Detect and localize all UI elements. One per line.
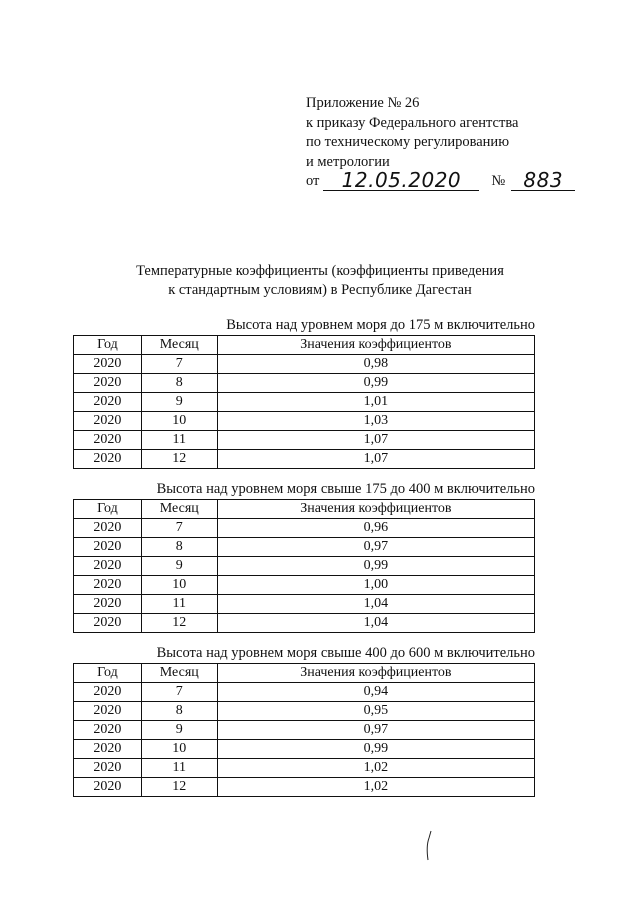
table-caption: Высота над уровнем моря до 175 м включительно	[226, 317, 535, 333]
coefficients-block-175-to-400m	[73, 481, 535, 633]
table-row	[74, 721, 535, 740]
document-title-line-1: Температурные коэффициенты (коэффициенты приведения	[136, 263, 504, 279]
cell-month: 9	[141, 393, 217, 412]
cell-year: 2020	[74, 538, 142, 557]
table-row	[74, 595, 535, 614]
cell-value: 1,07	[217, 450, 534, 469]
appendix-agency-line: по техническому регулированию	[306, 134, 510, 150]
cell-month: 8	[141, 538, 217, 557]
table-row	[74, 355, 535, 374]
cell-value: 0,97	[217, 538, 534, 557]
coefficients-table	[73, 499, 535, 633]
cell-year: 2020	[74, 393, 142, 412]
cell-year: 2020	[74, 778, 142, 797]
cell-month: 7	[141, 355, 217, 374]
cell-month: 11	[141, 595, 217, 614]
header-value: Значения коэффициентов	[217, 336, 534, 355]
coefficients-block-400-to-600m	[73, 645, 535, 797]
cell-month: 10	[141, 412, 217, 431]
table-row	[74, 538, 535, 557]
cell-value: 1,04	[217, 614, 534, 633]
cell-month: 10	[141, 576, 217, 595]
pen-mark-icon	[424, 830, 434, 862]
cell-year: 2020	[74, 355, 142, 374]
cell-value: 1,07	[217, 431, 534, 450]
cell-value: 1,03	[217, 412, 534, 431]
table-row	[74, 519, 535, 538]
appendix-order-line: к приказу Федерального агентства	[306, 114, 519, 131]
cell-value: 1,02	[217, 778, 534, 797]
cell-year: 2020	[74, 519, 142, 538]
table-caption: Высота над уровнем моря свыше 400 до 600 м включительно	[156, 645, 535, 661]
cell-value: 0,99	[217, 740, 534, 759]
table-header-row	[74, 336, 535, 355]
cell-month: 9	[141, 557, 217, 576]
cell-year: 2020	[74, 721, 142, 740]
handwritten-order-number: 883	[511, 170, 575, 191]
coefficients-table	[73, 335, 535, 469]
cell-year: 2020	[74, 412, 142, 431]
table-row	[74, 374, 535, 393]
header-value: Значения коэффициентов	[217, 500, 534, 519]
date-label: от	[306, 172, 320, 189]
cell-value: 0,94	[217, 683, 534, 702]
cell-month: 11	[141, 759, 217, 778]
table-row	[74, 740, 535, 759]
table-header-row	[74, 664, 535, 683]
header-year: Год	[74, 336, 142, 355]
appendix-header	[306, 94, 575, 191]
header-month: Месяц	[141, 336, 217, 355]
cell-year: 2020	[74, 759, 142, 778]
header-value: Значения коэффициентов	[217, 664, 534, 683]
cell-month: 7	[141, 519, 217, 538]
cell-year: 2020	[74, 557, 142, 576]
table-row	[74, 576, 535, 595]
header-year: Год	[74, 664, 142, 683]
cell-value: 0,99	[217, 557, 534, 576]
cell-year: 2020	[74, 450, 142, 469]
document-title-line-2: к стандартным условиям) в Республике Дагестан	[168, 282, 472, 298]
cell-year: 2020	[74, 683, 142, 702]
table-row	[74, 759, 535, 778]
header-year: Год	[74, 500, 142, 519]
header-month: Месяц	[141, 500, 217, 519]
table-row	[74, 683, 535, 702]
cell-value: 0,96	[217, 519, 534, 538]
table-row	[74, 450, 535, 469]
cell-value: 0,97	[217, 721, 534, 740]
cell-value: 1,02	[217, 759, 534, 778]
cell-month: 9	[141, 721, 217, 740]
table-caption: Высота над уровнем моря свыше 175 до 400 м включительно	[156, 481, 535, 497]
cell-year: 2020	[74, 740, 142, 759]
cell-value: 1,01	[217, 393, 534, 412]
cell-month: 12	[141, 778, 217, 797]
cell-year: 2020	[74, 576, 142, 595]
cell-year: 2020	[74, 595, 142, 614]
handwritten-date: 12.05.2020	[323, 170, 479, 191]
table-row	[74, 393, 535, 412]
coefficients-table	[73, 663, 535, 797]
appendix-title: Приложение № 26	[306, 95, 420, 111]
cell-value: 0,98	[217, 355, 534, 374]
table-row	[74, 431, 535, 450]
cell-year: 2020	[74, 614, 142, 633]
cell-month: 8	[141, 374, 217, 393]
cell-month: 7	[141, 683, 217, 702]
cell-value: 1,04	[217, 595, 534, 614]
cell-value: 0,99	[217, 374, 534, 393]
coefficients-block-up-to-175m	[73, 317, 535, 469]
appendix-metrology-line: и метрологии	[306, 153, 390, 170]
cell-year: 2020	[74, 431, 142, 450]
cell-month: 10	[141, 740, 217, 759]
table-row	[74, 557, 535, 576]
table-row	[74, 614, 535, 633]
cell-month: 8	[141, 702, 217, 721]
table-header-row	[74, 500, 535, 519]
table-row	[74, 412, 535, 431]
number-label: №	[491, 172, 506, 189]
cell-month: 12	[141, 450, 217, 469]
header-month: Месяц	[141, 664, 217, 683]
cell-year: 2020	[74, 374, 142, 393]
cell-month: 12	[141, 614, 217, 633]
cell-value: 1,00	[217, 576, 534, 595]
table-row	[74, 702, 535, 721]
cell-value: 0,95	[217, 702, 534, 721]
order-date-number-line	[306, 170, 575, 191]
cell-month: 11	[141, 431, 217, 450]
document-title	[90, 262, 550, 300]
table-row	[74, 778, 535, 797]
cell-year: 2020	[74, 702, 142, 721]
